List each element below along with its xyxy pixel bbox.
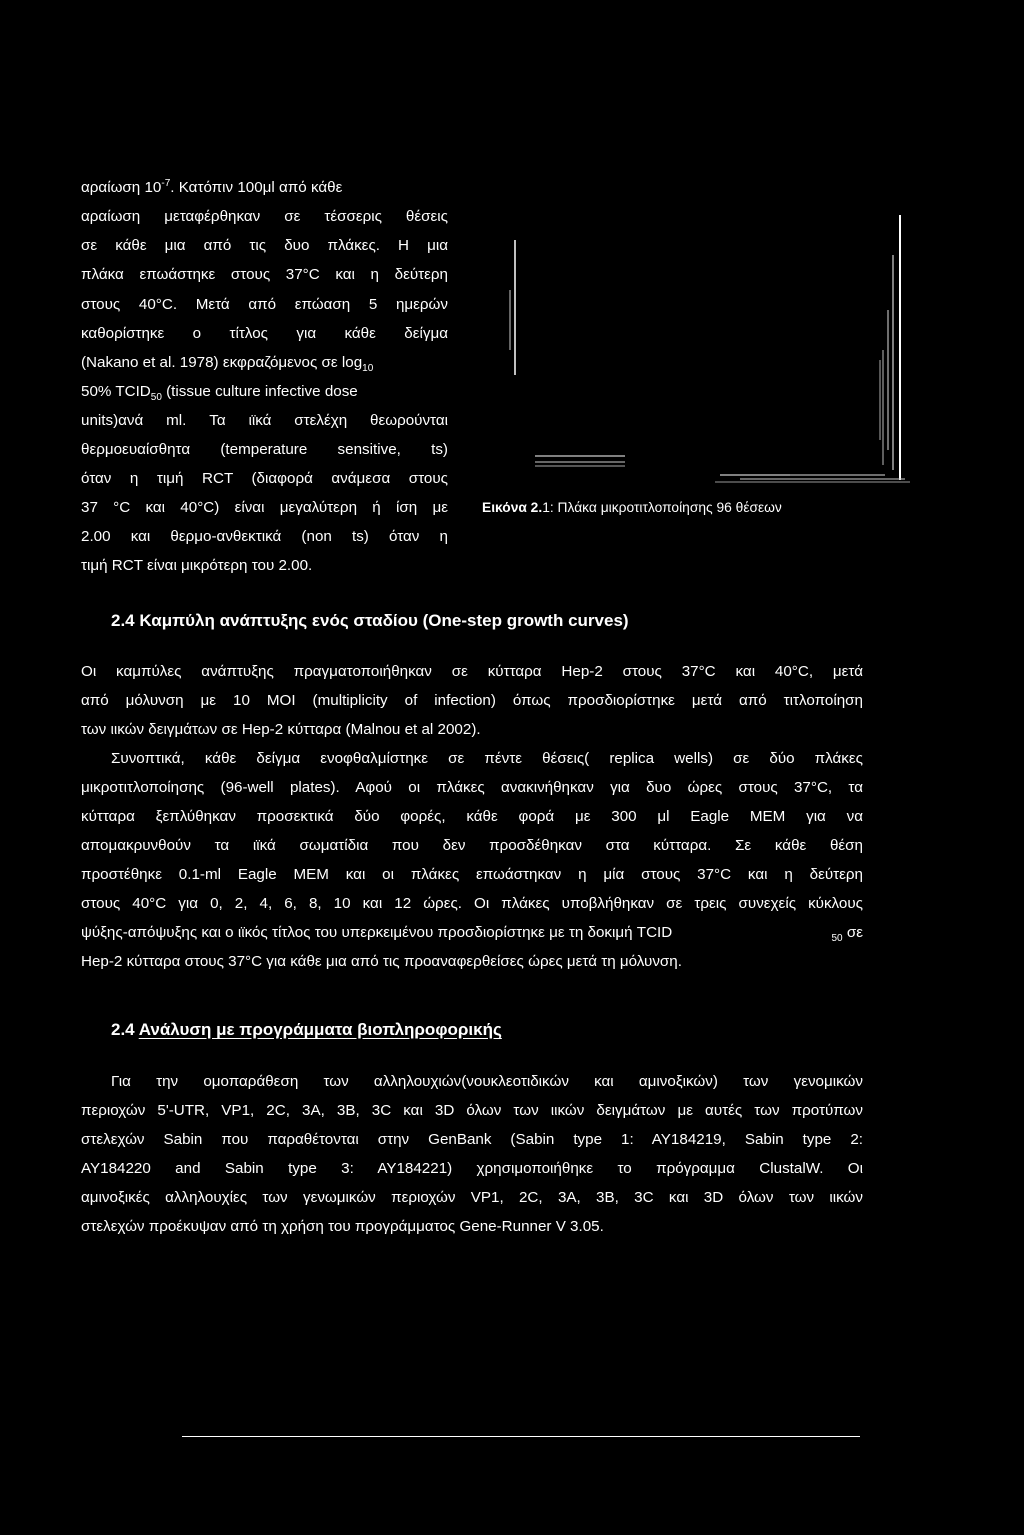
paragraph-line: των ιικών δειγμάτων σε Hep-2 κύτταρα (Malnou et al 2002). xyxy=(81,721,481,738)
text-line: 50% $TCID_{50}$ (tissue culture infective dose xyxy=(81,383,358,404)
figure-caption: Εικόνα 2.1: Πλάκα μικροτιτλοποίησης 96 θέσεων xyxy=(482,500,782,515)
paragraph-line: Συνοπτικά, κάθε δείγμα ενοφθαλμίστηκε σε πέντε θέσεις( replica wells) σε δύο πλάκες xyxy=(111,750,863,767)
text-line: όταν η τιμή RCT (διαφορά ανάμεσα στους xyxy=(81,470,448,487)
microplate-image xyxy=(490,210,920,490)
paragraph-line: στελεχών Sabin που παραθέτονται στην GenBank (Sabin type 1: AY184219, Sabin type 2: xyxy=(81,1131,863,1148)
text-line: τιμή RCT είναι μικρότερη του 2.00. xyxy=(81,557,313,574)
paragraph-line: κύτταρα ξεπλύθηκαν προσεκτικά δύο φορές, κάθε φορά με 300 μl Eagle MEM για να xyxy=(81,808,863,825)
text-line: πλάκα επωάστηκε στους 37°C και η δεύτερη xyxy=(81,266,448,283)
paragraph-line: αμινοξικές αλληλουχίες των γενωμικών περιοχών VP1, 2C, 3A, 3B, 3C και 3D όλων των ιικών xyxy=(81,1189,863,1206)
text-line: στους 40°C. Μετά από επώαση 5 ημερών xyxy=(81,296,448,313)
paragraph-line: Hep-2 κύτταρα στους 37°C για κάθε μια από τις προαναφερθείσες ώρες μετά τη μόλυνση. xyxy=(81,953,682,970)
text-line: καθορίστηκε ο τίτλος για κάθε δείγμα xyxy=(81,325,448,342)
paragraph-line: στους 40°C για 0, 2, 4, 6, 8, 10 και 12 ώρες. Οι πλάκες υποβλήθηκαν σε τρεις συνεχείς κύκλους xyxy=(81,895,863,912)
section-heading: 2.4 Καμπύλη ανάπτυξης ενός σταδίου (One-step growth curves) xyxy=(111,611,629,630)
text-line: αραίωση μεταφέρθηκαν σε τέσσερις θέσεις xyxy=(81,208,448,225)
paragraph-line: απομακρυνθούν τα ιϊκά σωματίδια που δεν προσδέθηκαν στα κύτταρα. Σε κάθε θέση xyxy=(81,837,863,854)
paragraph-line: Οι καμπύλες ανάπτυξης πραγματοποιήθηκαν σε κύτταρα Hep-2 στους 37°C και 40°C, μετά xyxy=(81,663,863,680)
text-line: (Nakano et al. 1978) εκφραζόμενος σε $\log_{10}$ xyxy=(81,354,374,375)
paragraph-line: ψύξης-απόψυξης και ο ιϊκός τίτλος του υπερκειμένου προσδιορίστηκε με τη δοκιμή TCID $_{50}$ σε xyxy=(81,924,863,945)
text-line: θερμοευαίσθητα (temperature sensitive, ts) xyxy=(81,441,448,458)
paragraph-line: μικροτιτλοποίησης (96-well plates). Αφού οι πλάκες ανακινήθηκαν για δυο ώρες στους 37°C, τα xyxy=(81,779,863,796)
paragraph-line: περιοχών 5'-UTR, VP1, 2C, 3A, 3B, 3C και 3D όλων των ιικών δειγμάτων με αυτές των προτύπων xyxy=(81,1102,863,1119)
paragraph-line: από μόλυνση με 10 MOI (multiplicity of infection) όπως προσδιορίστηκε μετά από τιτλοποίηση xyxy=(81,692,863,709)
text-line: σε κάθε μια από τις δυο πλάκες. Η μια xyxy=(81,237,448,254)
text-line: αραίωση $10^{-7}$. Κατόπιν 100μl από κάθε xyxy=(81,177,343,196)
paragraph-line: στελεχών προέκυψαν από τη χρήση του προγράμματος Gene-Runner V 3.05. xyxy=(81,1218,604,1235)
paragraph-line: προστέθηκε 0.1-ml Eagle MEM και οι πλάκες επωάστηκαν η μία στους 37°C και η δεύτερη xyxy=(81,866,863,883)
text-line: 2.00 και θερμο-ανθεκτικά (non ts) όταν η xyxy=(81,528,448,545)
paragraph-line: Για την ομοπαράθεση των αλληλουχιών(νουκλεοτιδικών και αμινοξικών) των γενομικών xyxy=(111,1073,863,1090)
text-line: units)ανά ml. Τα ιϊκά στελέχη θεωρούνται xyxy=(81,412,448,429)
text-line: 37 °C και 40°C) είναι μεγαλύτερη ή ίση με xyxy=(81,499,448,516)
footer-divider xyxy=(182,1436,860,1437)
paragraph-line: AY184220 and Sabin type 3: AY184221) χρησιμοποιήθηκε το πρόγραμμα ClustalW. Οι xyxy=(81,1160,863,1177)
section-heading: 2.4 Ανάλυση με προγράμματα βιοπληροφορικής xyxy=(111,1020,502,1039)
